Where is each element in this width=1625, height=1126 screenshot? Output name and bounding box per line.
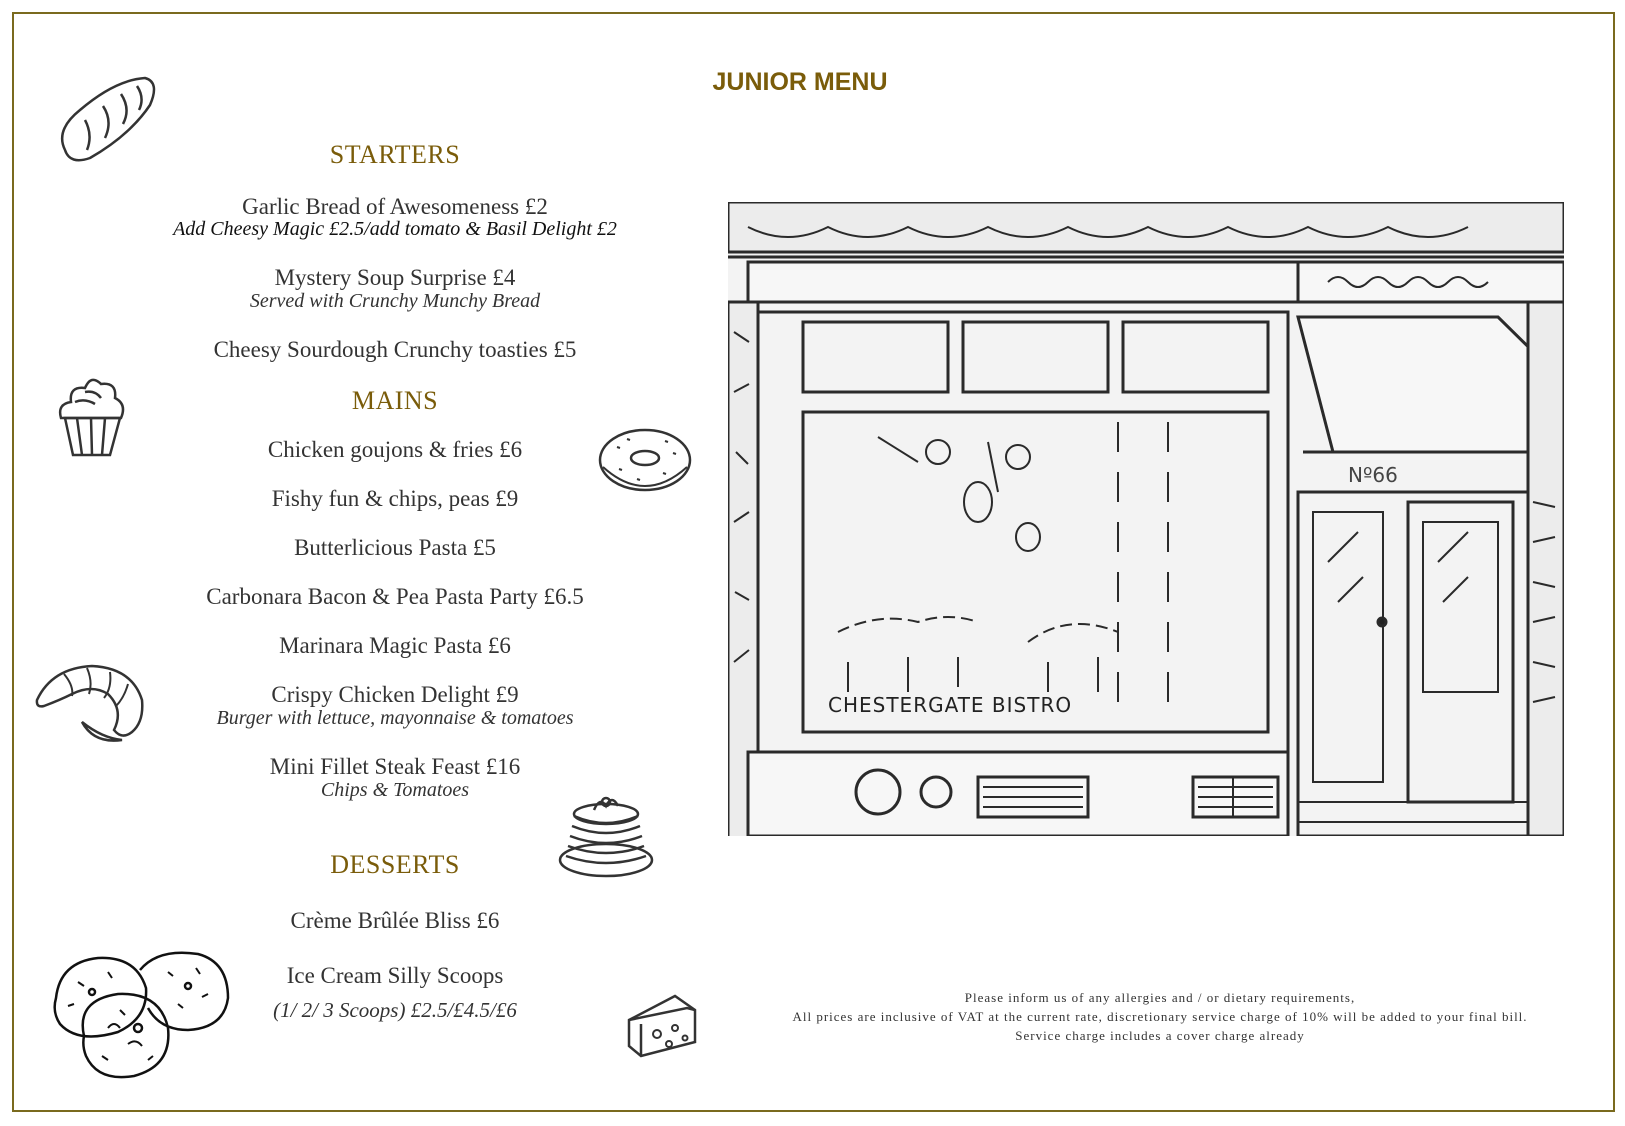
cheese-icon: [625, 990, 700, 1060]
main-item-chicken-burger: Crispy Chicken Delight £9: [271, 682, 519, 707]
main-item-butter-pasta: Butterlicious Pasta £5: [294, 535, 496, 560]
croissant-icon: [32, 660, 147, 745]
main-item-steak: Mini Fillet Steak Feast £16: [269, 754, 521, 779]
cupcake-icon: [55, 370, 130, 460]
main-item-fish: Fishy fun & chips, peas £9: [271, 486, 519, 511]
footer-line-allergies: Please inform us of any allergies and / or dietary requirements,: [964, 990, 1356, 1005]
dessert-desc-ice-cream: (1/ 2/ 3 Scoops) £2.5/£4.5/£6: [273, 998, 517, 1022]
main-item-goujons: Chicken goujons & fries £6: [267, 437, 523, 462]
cookies-icon: [48, 948, 233, 1083]
starters-heading: STARTERS: [329, 140, 461, 169]
dessert-item-ice-cream: Ice Cream Silly Scoops: [286, 963, 504, 988]
bagel-icon: [597, 425, 693, 495]
main-desc-chicken-burger: Burger with lettuce, mayonnaise & tomatoes: [216, 707, 574, 729]
pancakes-icon: [556, 790, 656, 880]
bistro-sign-text: CHESTERGATE BISTRO: [828, 693, 1073, 717]
bread-icon: [55, 70, 160, 170]
desserts-heading: DESSERTS: [330, 850, 460, 879]
footer-line-vat: All prices are inclusive of VAT at the current rate, discretionary service charge of 10% will be added to your final bill.: [792, 1009, 1528, 1024]
starter-item-soup: Mystery Soup Surprise £4: [274, 265, 516, 290]
starter-desc-soup: Served with Crunchy Munchy Bread: [249, 290, 541, 312]
shop-number-text: Nº66: [1348, 463, 1398, 487]
starter-item-garlic-bread: Garlic Bread of Awesomeness £2: [242, 194, 548, 219]
main-desc-steak: Chips & Tomatoes: [320, 779, 470, 801]
starter-desc-garlic-bread: Add Cheesy Magic £2.5/add tomato & Basil Delight £2: [173, 218, 617, 240]
footer-line-service: Service charge includes a cover charge already: [1015, 1028, 1305, 1043]
main-item-carbonara: Carbonara Bacon & Pea Pasta Party £6.5: [206, 584, 584, 609]
dessert-item-creme-brulee: Crème Brûlée Bliss £6: [290, 908, 500, 933]
page-title: JUNIOR MENU: [712, 68, 888, 96]
main-item-marinara: Marinara Magic Pasta £6: [279, 633, 511, 658]
mains-heading: MAINS: [351, 386, 439, 415]
starter-item-toasties: Cheesy Sourdough Crunchy toasties £5: [213, 337, 577, 362]
footer-notice: [730, 988, 1590, 1045]
bistro-storefront-drawing: [728, 202, 1564, 836]
